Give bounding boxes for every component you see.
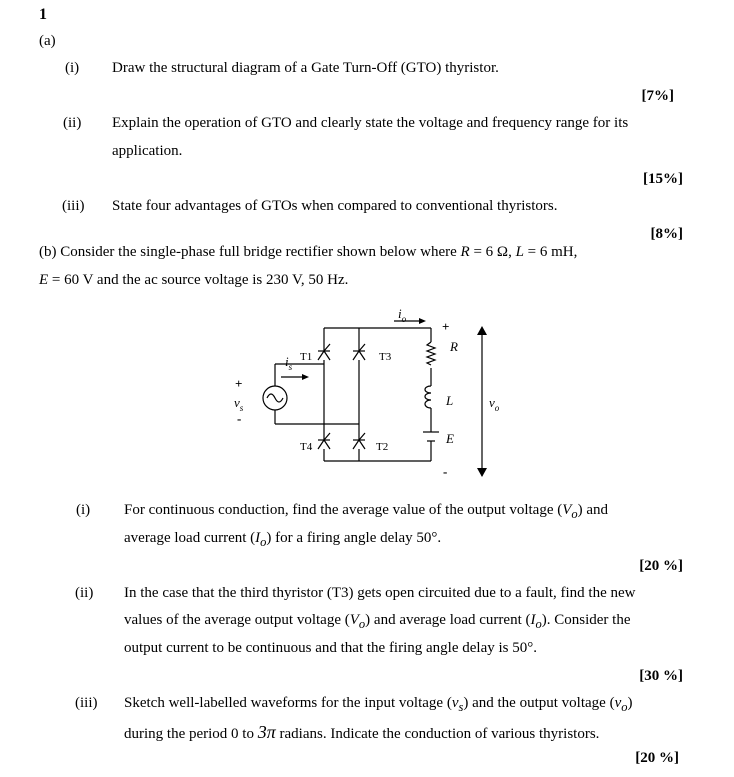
label-source-minus: - (237, 411, 242, 426)
label-t3: T3 (379, 351, 392, 363)
label-r: R (450, 339, 458, 354)
a-i-text: Draw the structural diagram of a Gate Turn-Off (GTO) thyristor. (112, 60, 499, 76)
b-ii-text-line3: output current to be continuous and that the firing angle delay is 50°. (124, 640, 537, 656)
b-ii-marks: [30 %] (639, 668, 683, 684)
a-iii-marks: [8%] (650, 226, 683, 242)
a-ii-marks: [15%] (643, 171, 683, 187)
part-b-intro-line1: (b) Consider the single-phase full bridge rectifier shown below where R = 6 Ω, L = 6 mH, (39, 244, 578, 260)
label-t4: T4 (300, 441, 313, 453)
a-ii-text-line1: Explain the operation of GTO and clearly state the voltage and frequency range for its (112, 115, 629, 131)
a-ii-text-line2: application. (112, 143, 183, 159)
label-vo: $v_o$ (489, 395, 500, 413)
part-a-label: (a) (39, 33, 56, 49)
a-ii-number: (ii) (63, 115, 82, 131)
label-source-plus: + (235, 376, 243, 391)
b-ii-text-line2: values of the average output voltage $(V_o)$ and average load current $(I_o)$. Consider the (124, 612, 631, 631)
a-i-marks: [7%] (641, 88, 674, 104)
b-i-text-line1: For continuous conduction, find the average value of the output voltage $(V_o)$ and (124, 502, 609, 521)
a-iii-number: (iii) (62, 198, 85, 214)
label-output-minus: - (443, 464, 448, 479)
label-t2: T2 (376, 441, 389, 453)
b-iii-number: (iii) (75, 695, 98, 711)
question-number: 1 (39, 6, 47, 23)
label-is: $i_s$ (285, 354, 293, 372)
b-i-number: (i) (76, 502, 91, 518)
label-vs: $v_s$ (234, 395, 244, 413)
label-l: L (446, 393, 454, 408)
b-iii-text-line1: Sketch well-labelled waveforms for the input voltage $(v_s)$ and the output voltage $(v_o)$ (124, 695, 633, 714)
b-i-marks: [20 %] (639, 558, 683, 574)
bridge-rectifier-diagram (226, 306, 516, 486)
label-t1: T1 (300, 351, 313, 363)
b-iii-marks: [20 %] (635, 750, 679, 766)
part-b-intro-line2: E = 60 V and the ac source voltage is 230 V, 50 Hz. (39, 272, 349, 288)
label-io: $i_o$ (398, 306, 407, 324)
a-iii-text: State four advantages of GTOs when compared to conventional thyristors. (112, 198, 558, 214)
b-i-text-line2: average load current $(I_o)$ for a firing angle delay 50°. (124, 530, 442, 549)
label-output-plus: + (442, 319, 450, 334)
a-i-number: (i) (65, 60, 80, 76)
b-ii-number: (ii) (75, 585, 94, 601)
label-e: E (446, 431, 454, 446)
b-ii-text-line1: In the case that the third thyristor (T3) gets open circuited due to a fault, find the new (124, 585, 636, 601)
b-iii-text-line2: during the period 0 to 3π radians. Indicate the conduction of various thyristors. (124, 722, 600, 742)
